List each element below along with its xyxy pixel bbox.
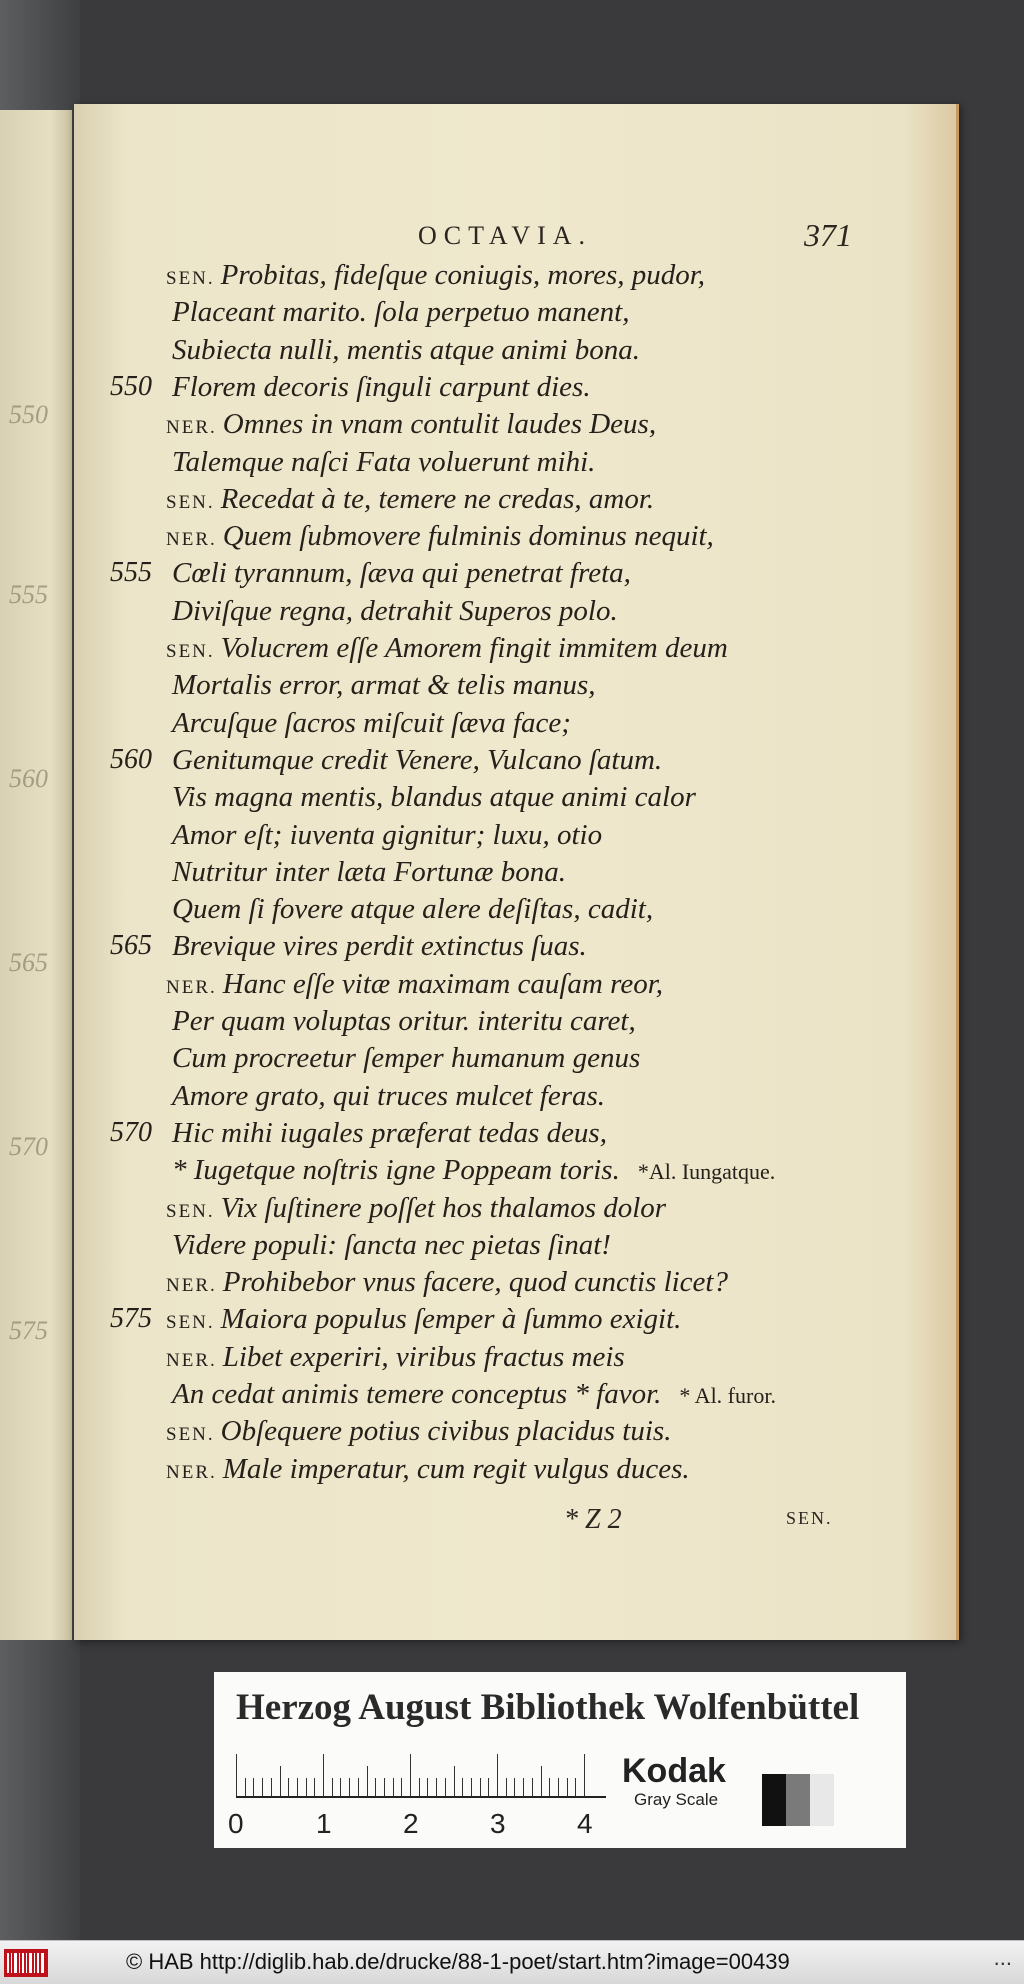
catchword: SEN. xyxy=(786,1508,833,1528)
ruler-tick xyxy=(514,1778,515,1796)
prev-line-number: 550 xyxy=(9,400,48,429)
verse-text-line: Male imperatur, cum regit vulgus duces. xyxy=(222,1453,690,1485)
ruler-tick xyxy=(253,1778,254,1796)
verse-text-line: Probitas, fideſque coniugis, mores, pudor, xyxy=(220,259,706,291)
ruler-tick xyxy=(471,1778,472,1796)
line-number: 565 xyxy=(110,930,152,961)
scale-number: 3 xyxy=(490,1808,506,1839)
margin-note: * Al. furor. xyxy=(679,1383,776,1408)
ruler-tick xyxy=(549,1778,550,1796)
verse-text-line: Vix ſuſtinere poſſet hos thalamos dolor xyxy=(220,1192,667,1224)
verse-text-line: Omnes in vnam contulit laudes Deus, xyxy=(222,408,657,440)
verse-text-line: Vis magna mentis, blandus atque animi calor xyxy=(172,781,696,813)
verse-text-line: Volucrem eſſe Amorem fingit immitem deum xyxy=(220,632,728,664)
page-number: 371 xyxy=(804,217,852,253)
card-title: Herzog August Bibliothek Wolfenbüttel xyxy=(236,1687,860,1728)
speaker-label: NER. xyxy=(166,1275,217,1296)
ruler-tick xyxy=(506,1778,507,1796)
verse-text-line: Cum procreetur ſemper humanum genus xyxy=(172,1042,641,1074)
book-page xyxy=(74,104,959,1640)
verse-text-line: Placeant marito. ſola perpetuo manent, xyxy=(172,296,630,328)
scale-number: 2 xyxy=(403,1808,419,1839)
ruler-tick xyxy=(271,1778,272,1796)
ruler-tick xyxy=(541,1766,542,1796)
verse-text-line: Hanc eſſe vitæ maximam cauſam reor, xyxy=(222,968,664,1000)
ruler-tick xyxy=(245,1778,246,1796)
line-number: 575 xyxy=(110,1303,152,1334)
ruler-tick xyxy=(288,1778,289,1796)
ruler-tick xyxy=(427,1778,428,1796)
ruler-tick xyxy=(349,1778,350,1796)
ruler-tick xyxy=(384,1778,385,1796)
speaker-label: SEN. xyxy=(166,1312,215,1333)
ruler-tick xyxy=(297,1778,298,1796)
speaker-label: SEN. xyxy=(166,641,215,662)
ruler-tick xyxy=(436,1778,437,1796)
line-number: 570 xyxy=(110,1117,152,1148)
verse-text-line: Cœli tyrannum, ſæva qui penetrat freta, xyxy=(172,557,631,589)
ruler-tick xyxy=(393,1778,394,1796)
ruler-tick xyxy=(340,1778,341,1796)
line-number: 560 xyxy=(110,744,152,775)
verse-text-line: Florem decoris ſinguli carpunt dies. xyxy=(172,371,591,403)
verse-text-line: Recedat à te, temere ne credas, amor. xyxy=(220,483,655,515)
ruler-tick xyxy=(323,1754,324,1796)
swatch-white xyxy=(810,1774,834,1826)
color-card xyxy=(214,1672,906,1848)
ruler-tick xyxy=(410,1754,411,1796)
line-number: 550 xyxy=(110,371,152,402)
speaker-label: SEN. xyxy=(166,1201,215,1222)
running-header: OCTAVIA. xyxy=(418,221,593,250)
ruler-tick xyxy=(497,1754,498,1796)
ruler-tick xyxy=(262,1778,263,1796)
verse-text-line: Obſequere potius civibus placidus tuis. xyxy=(220,1415,672,1447)
more-menu-icon[interactable]: ... xyxy=(993,1945,1012,1970)
measure-ruler xyxy=(236,1754,606,1798)
verse-text-line: Genitumque credit Venere, Vulcano ſatum. xyxy=(172,744,663,776)
verse-text-line: Subiecta nulli, mentis atque animi bona. xyxy=(172,334,640,366)
ruler-tick xyxy=(236,1754,237,1796)
verse-text-line: Amor eſt; iuventa gignitur; luxu, otio xyxy=(172,819,603,851)
ruler-tick xyxy=(462,1778,463,1796)
verse-text-line: Arcuſque ſacros miſcuit ſæva face; xyxy=(172,707,571,739)
speaker-label: SEN. xyxy=(166,492,215,513)
verse-text-line: Mortalis error, armat & telis manus, xyxy=(172,669,596,701)
verse-text-line: An cedat animis temere conceptus * favor. xyxy=(172,1378,662,1410)
viewer-footer xyxy=(0,1940,1024,1984)
gray-scale-label: Gray Scale xyxy=(634,1790,719,1809)
verse-text-line: Libet experiri, viribus fractus meis xyxy=(222,1341,625,1373)
verse-text-line: Videre populi: ſancta nec pietas ſinat! xyxy=(172,1229,611,1261)
prev-line-number: 565 xyxy=(9,948,48,977)
ruler-tick xyxy=(558,1778,559,1796)
verse-text-line: Prohibebor vnus facere, quod cunctis licet? xyxy=(222,1266,728,1298)
ruler-tick xyxy=(280,1766,281,1796)
ruler-tick xyxy=(584,1754,585,1796)
margin-note: *Al. Iungatque. xyxy=(637,1159,776,1184)
scale-number: 0 xyxy=(228,1808,244,1839)
swatch-black xyxy=(762,1774,786,1826)
speaker-label: NER. xyxy=(166,529,217,550)
ruler-tick xyxy=(454,1766,455,1796)
ruler-tick xyxy=(306,1778,307,1796)
verse-text-line: Quem ſi fovere atque alere deſiſtas, cadit, xyxy=(172,893,654,925)
speaker-label: NER. xyxy=(166,1462,217,1483)
ruler-tick xyxy=(358,1778,359,1796)
speaker-label: SEN. xyxy=(166,1424,215,1445)
ruler-tick xyxy=(445,1778,446,1796)
verse-text-line: Hic mihi iugales præferat tedas deus, xyxy=(172,1117,607,1149)
swatch-gray xyxy=(786,1774,810,1826)
speaker-label: NER. xyxy=(166,417,217,438)
verse-text-line: Amore grato, qui truces mulcet feras. xyxy=(172,1080,606,1112)
signature-mark: * Z 2 xyxy=(564,1504,622,1535)
ruler-tick xyxy=(567,1778,568,1796)
barcode-logo-icon xyxy=(4,1949,48,1977)
ruler-tick xyxy=(480,1778,481,1796)
speaker-label: NER. xyxy=(166,1350,217,1371)
speaker-label: SEN. xyxy=(166,268,215,289)
kodak-logo: Kodak xyxy=(622,1752,726,1790)
ruler-tick xyxy=(419,1778,420,1796)
scale-number: 1 xyxy=(316,1808,332,1839)
verse-text-line: Quem ſubmovere fulminis dominus nequit, xyxy=(222,520,714,552)
verse-text-line: Brevique vires perdit extinctus ſuas. xyxy=(172,930,587,962)
ruler-tick xyxy=(532,1778,533,1796)
verse-text-line: * Iugetque noſtris igne Poppeam toris. xyxy=(172,1154,620,1186)
ruler-tick xyxy=(575,1778,576,1796)
ruler-tick xyxy=(332,1778,333,1796)
ruler-tick xyxy=(367,1766,368,1796)
ruler-tick xyxy=(401,1778,402,1796)
speaker-label: NER. xyxy=(166,977,217,998)
ruler-tick xyxy=(523,1778,524,1796)
gray-swatches xyxy=(762,1774,834,1826)
previous-page-edge xyxy=(0,110,72,1640)
verse-text-line: Talemque naſci Fata voluerunt mihi. xyxy=(172,446,596,478)
copyright-url[interactable]: © HAB http://diglib.hab.de/drucke/88-1-poet/start.htm?image=00439 xyxy=(126,1949,790,1974)
ruler-tick xyxy=(375,1778,376,1796)
verse-text-line: Nutritur inter læta Fortunæ bona. xyxy=(172,856,566,888)
verse-text-line: Per quam voluptas oritur. interitu caret, xyxy=(172,1005,636,1037)
prev-line-number: 570 xyxy=(9,1132,48,1161)
scale-number: 4 xyxy=(577,1808,593,1839)
prev-line-number: 575 xyxy=(9,1316,48,1345)
verse-text-line: Diviſque regna, detrahit Superos polo. xyxy=(172,595,618,627)
ruler-tick xyxy=(314,1778,315,1796)
verse-text-line: Maiora populus ſemper à ſummo exigit. xyxy=(220,1303,682,1335)
ruler-tick xyxy=(488,1778,489,1796)
line-number: 555 xyxy=(110,557,152,588)
prev-line-number: 560 xyxy=(9,764,48,793)
prev-line-number: 555 xyxy=(9,580,48,609)
